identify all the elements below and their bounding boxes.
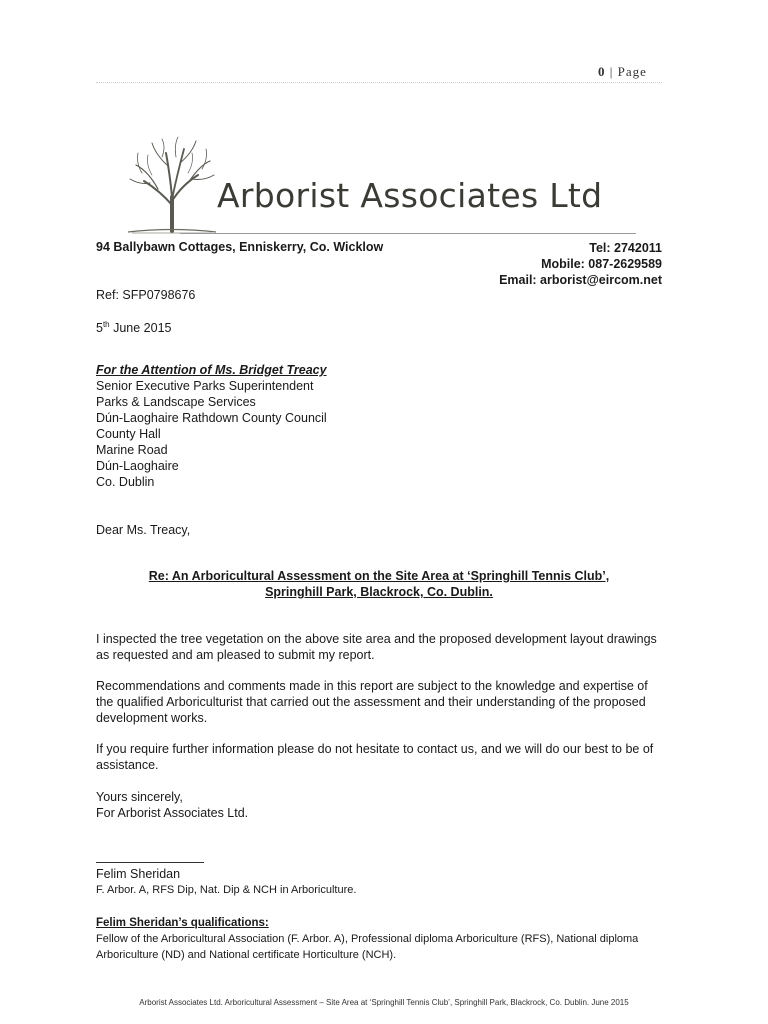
subject-line-1: Re: An Arboricultural Assessment on the Site Area at ‘Springhill Tennis Club’,	[148, 569, 610, 583]
subject-line-2: Springhill Park, Blackrock, Co. Dublin.	[265, 585, 493, 599]
recipient-line: Senior Executive Parks Superintendent	[96, 379, 314, 393]
header-rule	[96, 82, 662, 83]
page-word: Page	[617, 64, 647, 79]
date-day: 5	[96, 321, 103, 336]
company-name: Arborist Associates Ltd	[217, 176, 603, 215]
signer-qualifications: F. Arbor. A, RFS Dip, Nat. Dip & NCH in Arboriculture.	[96, 884, 357, 896]
tree-icon	[122, 135, 218, 235]
signer-name: Felim Sheridan	[96, 867, 181, 881]
closing-company: For Arborist Associates Ltd.	[96, 806, 249, 820]
recipient-line: Marine Road	[96, 443, 168, 457]
letter-date	[96, 317, 171, 336]
contact-email: Email: arborist@eircom.net	[499, 273, 662, 287]
body-paragraph: I inspected the tree vegetation on the above site area and the proposed development layout drawings as requested and am pleased to submit my report.	[96, 632, 657, 662]
signature-line	[96, 862, 204, 863]
recipient-line: Dún-Laoghaire Rathdown County Council	[96, 411, 327, 425]
closing-line: Yours sincerely,	[96, 790, 183, 804]
page-footer: Arborist Associates Ltd. Arboricultural Assessment – Site Area at ‘Springhill Tennis Club’, Springhill Park, Blackrock, Co. Dublin. June 2015	[139, 998, 629, 1007]
qualifications-text: Fellow of the Arboricultural Association (F. Arbor. A), Professional diploma Arboriculture (RFS), National diploma Arboriculture (ND) and National certificate Horticulture (NCH).	[96, 933, 639, 961]
body-paragraph: If you require further information please do not hesitate to contact us, and we will do our best to be of assistance.	[96, 742, 654, 772]
recipient-block	[96, 362, 327, 490]
page-number-separator: |	[605, 64, 618, 79]
page-number	[598, 64, 647, 80]
closing	[96, 789, 248, 821]
recipient-line: Co. Dublin	[96, 475, 155, 489]
date-rest: June 2015	[109, 321, 172, 336]
contact-mobile: Mobile: 087-2629589	[541, 257, 662, 271]
salutation: Dear Ms. Treacy,	[96, 523, 191, 537]
recipient-line: County Hall	[96, 427, 161, 441]
subject-line	[96, 568, 662, 600]
contact-tel: Tel: 2742011	[589, 241, 662, 255]
qualifications-title: Felim Sheridan’s qualifications:	[96, 917, 269, 929]
page-number-value: 0	[598, 64, 606, 79]
body-paragraph: Recommendations and comments made in this report are subject to the knowledge and expertise of the qualified Arboriculturist that carried out the assessment and their understanding of the proposed development works.	[96, 679, 648, 725]
contact-block	[499, 240, 662, 288]
letterhead-rule	[180, 233, 636, 234]
recipient-line: Dún-Laoghaire	[96, 459, 179, 473]
date-suffix: th	[102, 320, 110, 329]
reference-number: Ref: SFP0798676	[96, 288, 196, 302]
company-address: 94 Ballybawn Cottages, Enniskerry, Co. Wicklow	[96, 240, 384, 254]
recipient-line: Parks & Landscape Services	[96, 395, 256, 409]
attention-line: For the Attention of Ms. Bridget Treacy	[96, 363, 327, 377]
